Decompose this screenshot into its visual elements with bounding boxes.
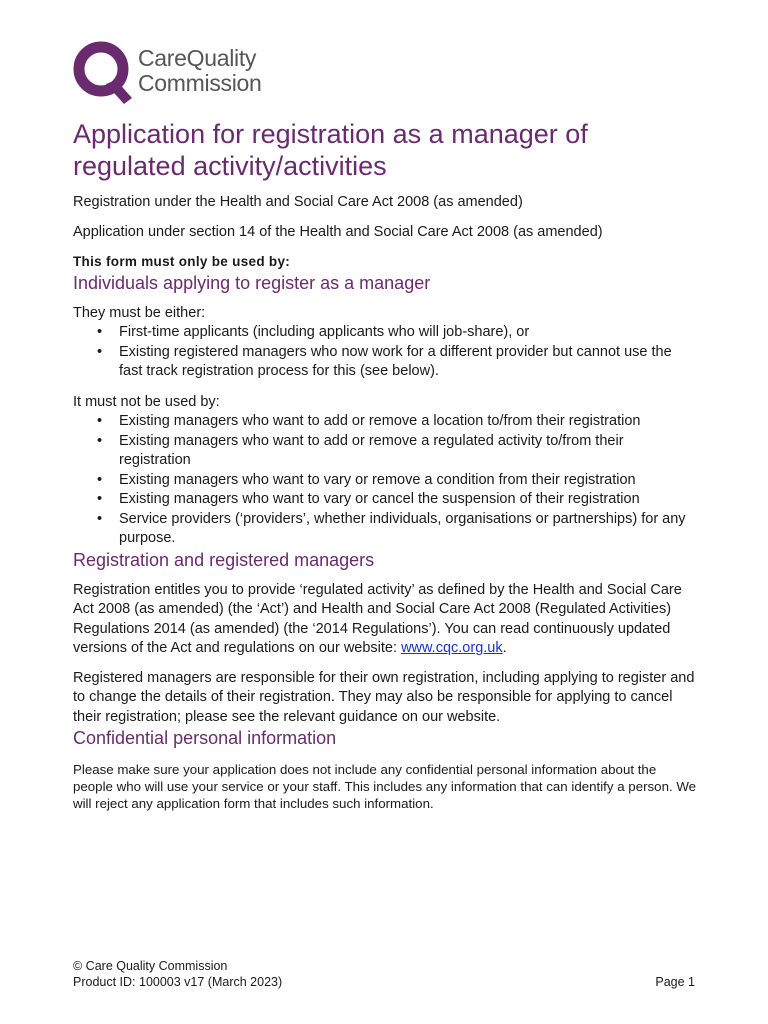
wordmark-line-2: Commission [138,70,262,96]
list-item [73,490,698,510]
not-eligible-list [73,412,698,549]
registration-paragraph [73,581,698,659]
cqc-wordmark [138,46,262,96]
page-number: Page 1 [655,975,695,989]
section1-lead: They must be either: [73,304,206,321]
footer-copyright: © Care Quality Commission [73,959,228,973]
footer-product-id: Product ID: 100003 v17 (March 2023) [73,975,283,989]
list-item [73,412,698,432]
bullet-icon: • [97,343,103,360]
cqc-q-icon [72,40,134,108]
list-item [73,343,698,382]
list-item [73,471,698,491]
bullet-icon: • [97,491,103,507]
registration-paragraph-text: Registration entitles you to provide ‘regulated activity’ as defined by the Health and Social Care Act 2008 (as amended) (the ‘Act’) and Health and Social Care Act 2008 (Regulated Activities) Regulations 2014 (as amended) (the ‘2014 Regulations’). You can read continuously updated versions of the Act and regulations on our website: [73,581,682,656]
list-item [73,323,698,343]
bullet-icon: • [97,324,103,340]
cqc-website-link[interactable]: www.cqc.org.uk [401,640,503,656]
list-item-text: Existing managers who want to add or remove a regulated activity to/from their registration [119,432,624,468]
list-item-text: Existing registered managers who now work for a different provider but cannot use the fast track registration process for this (see below). [119,343,672,379]
list-item-text: Existing managers who want to vary or remove a condition from their registration [119,471,636,488]
bullet-icon: • [97,471,103,488]
document-title: Application for registration as a manager of regulated activity/activities [73,119,588,181]
list-item [73,510,698,549]
cqc-logo [72,40,312,108]
wordmark-line-1: CareQuality [138,45,257,71]
eligible-list [73,323,698,382]
registration-paragraph-end: . [502,640,507,656]
page-footer [73,958,695,990]
list-item-text: Existing managers who want to vary or cancel the suspension of their registration [119,491,640,507]
bullet-icon: • [97,413,103,429]
intro-form-usage: This form must only be used by: [73,254,291,269]
section-heading-confidential: Confidential personal information [73,728,337,748]
section-heading-individuals: Individuals applying to register as a manager [73,272,431,293]
section1-lead-2: It must not be used by: [73,393,220,410]
list-item-text: First-time applicants (including applicants who will job-share), or [119,324,530,340]
list-item-text: Service providers (‘providers’, whether individuals, organisations or partnerships) for any purpose. [119,510,686,546]
registered-managers-paragraph: Registered managers are responsible for their own registration, including applying to register and to change the details of their registration. They may also be responsible for applying to cancel their registration; please see the relevant guidance on our website. [73,669,695,725]
bullet-icon: • [97,432,103,449]
intro-registration-act: Registration under the Health and Social Care Act 2008 (as amended) [73,194,523,210]
section-heading-registration: Registration and registered managers [73,549,375,570]
bullet-icon: • [97,510,103,527]
list-item [73,432,698,471]
intro-section-14: Application under section 14 of the Health and Social Care Act 2008 (as amended) [73,223,603,240]
confidential-paragraph: Please make sure your application does not include any confidential personal information about the people who will use your service or your staff. This includes any information that can identify a person. We will reject any application form that includes such information. [73,762,697,811]
list-item-text: Existing managers who want to add or remove a location to/from their registration [119,413,641,429]
document-body [73,118,698,812]
